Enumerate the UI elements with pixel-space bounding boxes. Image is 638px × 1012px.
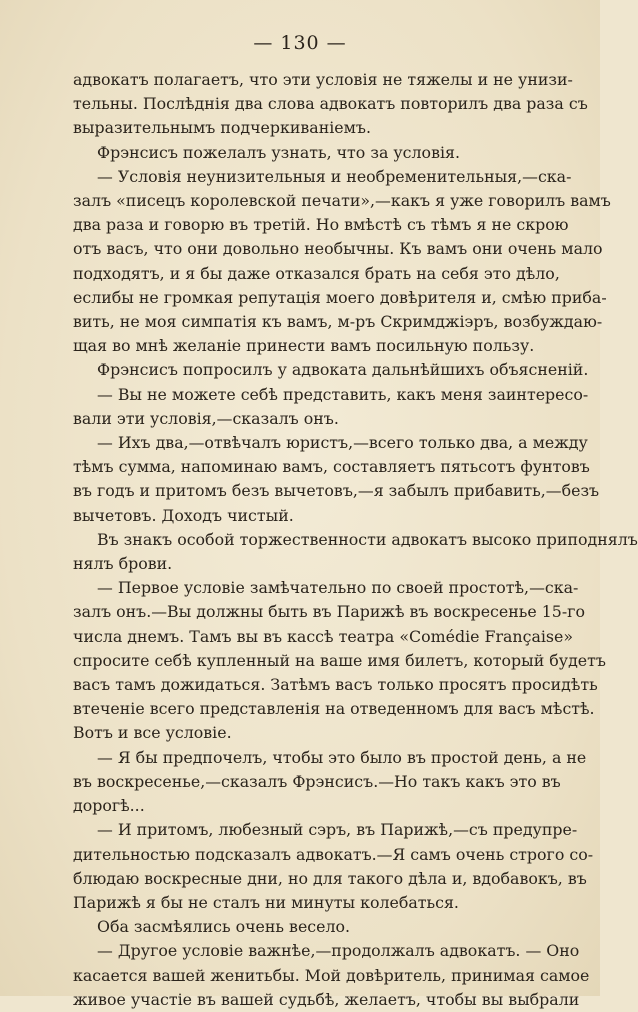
text-line: живое участіе въ вашей судьбѣ, желаетъ, чтобы вы выбрали xyxy=(73,989,580,1009)
text-line: тельны. Послѣднія два слова адвокатъ повторилъ два раза съ xyxy=(73,94,588,114)
text-line: Фрэнсисъ попросилъ у адвоката дальнѣйшихъ объясненій. xyxy=(97,360,589,380)
page-number: — 130 — xyxy=(253,32,347,54)
text-line: щая во мнѣ желаніе принести вамъ посильную пользу. xyxy=(73,336,535,356)
text-line: въ воскресенье,—сказалъ Фрэнсисъ.—Но такъ какъ это въ xyxy=(73,771,561,791)
text-line: два раза и говорю въ третій. Но вмѣстѣ съ тѣмъ я не скрою xyxy=(73,215,569,235)
text-line: въ годъ и притомъ безъ вычетовъ,—я забылъ прибавить,—безъ xyxy=(73,481,600,501)
text-line: адвокатъ полагаетъ, что эти условія не тяжелы и не унизи- xyxy=(73,70,573,89)
text-line: вить, не моя симпатія къ вамъ, м-ръ Скримджіэръ, возбуждаю- xyxy=(73,312,603,332)
text-line: Вотъ и все условіе. xyxy=(73,723,232,743)
text-line: Фрэнсисъ пожелалъ узнать, что за условія. xyxy=(97,142,461,162)
text-line: тѣмъ сумма, напоминаю вамъ, составляетъ пятьсотъ фунтовъ xyxy=(73,457,590,477)
body-text xyxy=(73,68,638,1012)
text-line: — Условія неунизительныя и необременительныя,—ска- xyxy=(97,166,572,186)
text-line: Въ знакъ особой торжественности адвокатъ высоко приподнялъ xyxy=(97,529,638,549)
text-line: — Я бы предпочелъ, чтобы это было въ простой день, а не xyxy=(97,747,587,767)
text-line: касается вашей женитьбы. Мой довѣритель, принимая самое xyxy=(73,965,590,985)
text-line: блюдаю воскресные дни, но для такого дѣла и, вдобавокъ, въ xyxy=(73,868,587,888)
text-line: Оба засмѣялись очень весело. xyxy=(97,917,351,937)
text-line: — Ихъ два,—отвѣчалъ юристъ,—всего только два, а между xyxy=(97,433,588,453)
text-line: втеченіе всего представленія на отведенномъ для васъ мѣстѣ. xyxy=(73,699,595,719)
text-line: числа днемъ. Тамъ вы въ кассѣ театра «Comédie Française» xyxy=(73,626,574,646)
text-line: васъ тамъ дожидаться. Затѣмъ васъ только просятъ просидѣть xyxy=(73,675,598,695)
text-line: — И притомъ, любезный сэръ, въ Парижѣ,—съ предупре- xyxy=(97,820,578,840)
text-line: спросите себѣ купленный на ваше имя билетъ, который будетъ xyxy=(73,650,606,670)
text-line: залъ «писецъ королевской печати»,—какъ я уже говорилъ вамъ xyxy=(73,191,611,211)
text-line: вычетовъ. Доходъ чистый. xyxy=(73,505,294,525)
text-line: — Другое условіе важнѣе,—продолжалъ адвокатъ. — Оно xyxy=(97,941,580,961)
text-line: дительностью подсказалъ адвокатъ.—Я самъ очень строго со- xyxy=(73,844,594,864)
text-line: — Первое условіе замѣчательно по своей простотѣ,—ска- xyxy=(97,578,579,598)
text-line: вали эти условія,—сказалъ онъ. xyxy=(73,408,339,428)
text-line: отъ васъ, что они довольно необычны. Къ вамъ они очень мало xyxy=(73,239,603,259)
text-line: дорогѣ... xyxy=(73,796,145,816)
text-line: выразительнымъ подчеркиваніемъ. xyxy=(73,118,371,138)
text-line: нялъ брови. xyxy=(73,554,173,574)
text-line: — Вы не можете себѣ представить, какъ меня заинтересо- xyxy=(97,384,589,404)
text-line: Парижѣ я бы не сталъ ни минуты колебаться. xyxy=(73,892,459,912)
text-line: залъ онъ.—Вы должны быть въ Парижѣ въ воскресенье 15-го xyxy=(73,602,585,622)
text-line: подходятъ, и я бы даже отказался брать на себя это дѣло, xyxy=(73,263,560,283)
text-line: еслибы не громкая репутація моего довѣрителя и, смѣю приба- xyxy=(73,287,607,307)
